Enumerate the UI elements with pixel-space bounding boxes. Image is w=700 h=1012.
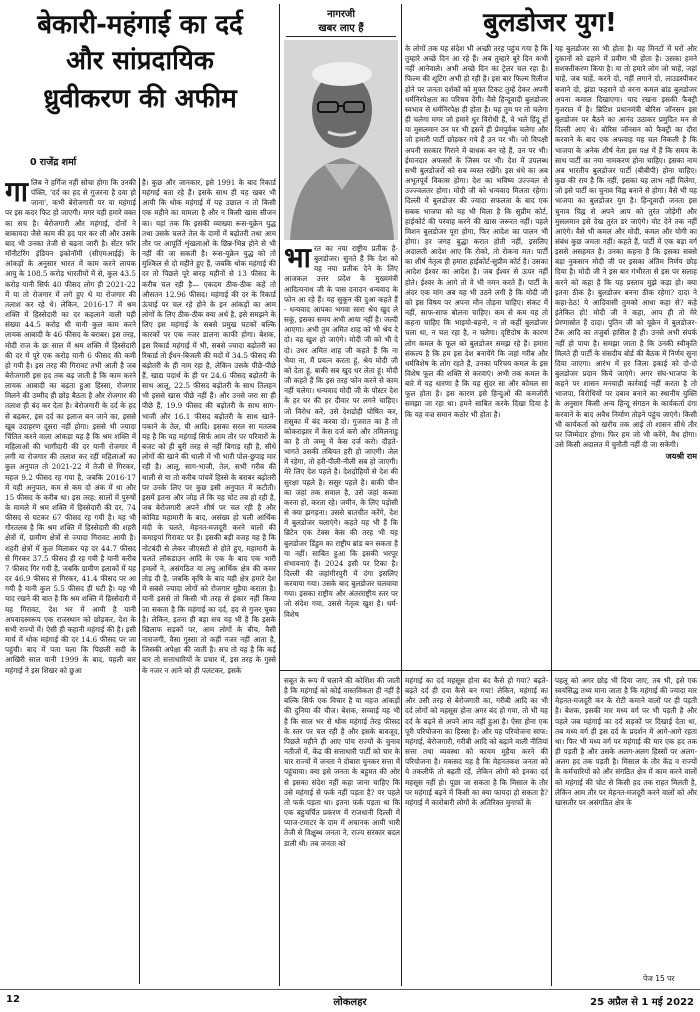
left-divider-1 bbox=[139, 178, 140, 984]
left-headline-line1: बेकारी-महंगाई का दर्द bbox=[37, 10, 243, 40]
issue-date: 25 अप्रैल से 1 मई 2022 bbox=[590, 997, 694, 1008]
right-divider-b bbox=[551, 44, 552, 986]
bottom-right-col-2 bbox=[555, 676, 697, 984]
author-portrait-icon bbox=[284, 40, 398, 240]
column-box-title-line1: नागरजी bbox=[327, 9, 355, 20]
right-signature: जयश्री राम bbox=[665, 452, 697, 462]
left-dropcap: गा bbox=[5, 178, 29, 208]
column-box-title-rule bbox=[286, 36, 396, 37]
right-col-2-text: यह बुलडोजर सा भी होता है। यह मिनटों में घरों और दुकानों को ढहाने में प्रवीण भी होता है। उसका हमने सशक्तीकरण किया है। या तो हमारे लोग जो चाहें, जहां चाहें, जब चाहें, करने दो, नहीं लगाने दो, लाउडस्पीकर बजाने दो, झंडा फहराने दो वरना कमल ब्रांड बुलडोजर अपना कमाल दिखाएगा। याद रखना इसकी फैक्ट्री गुजरात में है। ब्रिटिश प्रधानमंत्री बोरिस जॉनसन इस बुलडोजर पर बैठने का आनंद उठाकर प्रमुदित मन से दिल्ली आए थे। बोरिस जॉनसन को फैक्ट्री का दौरा करवाने के बाद एक अफवाह यह चल निकली है कि भाजपा के अनेक शीर्ष नेता इस पक्ष में हैं कि समय के साथ पार्टी का नया नामकरण होना चाहिए। इसका नाम अब भारतीय बुलडोजर पार्टी (बीबीपी) होना चाहिए। कुछ की राय है कि नहीं, इसका यह लाभ नहीं मिलेगा, जो इसे पार्टी का चुनाव चिह्न बनाने से होगा। वैसे भी यह भाजपा का बुलडोजर युग है। हिन्दूवादी जनता इस चुनाव चिह्न से अपने आप को तुरंत जोड़ेगी और मुसलमान इसे देख तुरंत डर जाएंगे। वोट देने तक नहीं आएंगे। वैसे भी कमल और मोदी, कमल और योगी का संबंध कुछ जमता नहीं। कहते हैं, पार्टी में एक बड़ा वर्ग इससे असहमत है। उनका कहना है कि इसका सबसे बड़ा नुकसान मोदी जी पर इसका अंतिम निर्णय छोड़ दिया है। मोदी जी ने इस बार गंभीरता से इस पर सलाह करने को कहा है कि यह प्रस्ताव मुझे कड़ा हो। क्या इतना ठीक है। बुलडोजर बनना ठीक रहेगा? दादा ने कहा-ठेठ! ये आदिवासी तुमको आधा कहा से? कहे इंतेकित हो! मोदी जी ने कहा, आप ही तो मेरे प्रेरणास्रोत हैं दादा। पुतिन जी को यूक्रेन में बुलडोजर-टैंक आदि का तजुर्बा हासिल है ही। उनसे अभी संपर्क नहीं हो पाया है। समझा जाता है कि उनकी स्वीकृति मिलते ही पार्टी के संसदीय बोर्ड की बैठक में निर्णय सुना दिया जाएगा। आरंभ में हर जिला इकाई को दो-दो बुलडोजर प्रदान किये जाएंगे। अगर संघ-भाजपा के कहने पर शासन मनचाही कार्रवाई नहीं करता है तो भाजपा, विरोधियों पर दबाव बनाने का स्थानीय युक्ति के अनुसार किसी अन्य हिन्दू संगठन के कार्यकर्ता दंगा करवाने के बाद अवैध निर्माण तोड़ने पहुंच जाएंगे। किसी भी कार्यकर्ता को खरोंच तक आई तो शासन सीधे तौर पर जिम्मेदार होगा। फिर हम जो भी करेंगे, वैध होगा। उसे किसी अदालत में चुनौती नहीं दी जा सकेगी। bbox=[555, 44, 697, 450]
left-right-divider bbox=[279, 4, 280, 986]
left-col-1-text: लिब ने हर्गिज नहीं सोचा होगा कि उनकी पंक्ति, 'दर्द का हद से गुजरना है दवा हो जाना', कभी बेरोजगारी पर या महंगाई पर इस कदर फिट हो जाएगी। मगर यही हमारे वक्त का सच है। बेरोजगारी और महंगाई, दोनों ने बाकायदा जैसे काम की हद पार कर ली और उसके बाद भी उनका तेजी से बढ़ना जारी है। सेंटर फॉर मॉनीटरिंग इंडियन इकोनॉमी (सीएमआईई) के आंकड़ों के अनुसार भारत में काम करने लायक आयु के 108.5 करोड़ भारतीयों में से, कुल 43.5 करोड़ यानी सिर्फ 40 फीसद लोग ही 2021-22 में या तो रोजगार में लगे हुए थे या रोजगार की तलाश कर रहे थे। लेकिन, 2016-17 में श्रम शक्ति में हिस्सेदारी का दर कहलाने वाली यही संख्या 44.5 करोड़ थी यानी कुल काम करने लायक आबादी के 46 फीसद के बराबर। इस तरह, मोदी राज के छः साल में श्रम शक्ति में हिस्सेदारी की दर में पूरे एक करोड़ यानी 6 फीसद की कमी हो गयी है। इस तरह की गिरावट तभी आती है जब बेरोजगारी इस हद तक बढ़ जाती है कि काम करने लायक आबादी का बढ़ता हुआ हिस्सा, रोजगार मिलने की उम्मीद ही छोड़ बैठता है और रोजगार की तलाश ही बंद कर देता है। बेरोजगारी के दर्द के हद से बढ़कर, इस दर्द का इलाज बन जाने का, इससे खूब उदाहरण दूसरा नहीं होगा। इससे भी ज्यादा चिंतित करने वाला आंकड़ा यह है कि श्रम शक्ति में महिलाओं की भागीदारी की दर यानी रोजगार में लगी या रोजगार की तलाश कर रहीं महिलाओं का कुल अनुपात तो 2021-22 में तेजी से गिरकर, महज 9.2 फीसद रह गया है, जबकि 2016-17 में यही अनुपात, कम से कम दो अंक में था और 15 फीसद के करीब था। इस तरह: सालों में पुरुषों के मामले में श्रम शक्ति में हिस्सेदारी की दर, 74 फीसद से घटकर 67 फीसद रह गयी है। यह भी गौरतलब है कि श्रम शक्ति में हिस्सेदारी की शहरी क्षेत्रों में, ग्रामीण क्षेत्रों से ज्यादा गिरावट आयी है। शहरी क्षेत्रों में कुल मिलाकर यह दर 44.7 फीसद से गिरकर 37.5 फीसद ही रह गयी है यानी करीब 7 फीसद गिर गयी है, जबकि ग्रामीण इलाकों में यह दर 46.9 फीसद से गिरकर, 41.4 फीसद पर आ गयी है यानी कुल 5.5 फीसद ही घटी है। यह भी याद रखने की बात है कि श्रम शक्ति में हिस्सेदारी में यह गिरावट, देश भर में आयी है यानी अपवादस्वरूप एक राजस्थान को छोड़कर, देश के सभी राज्यों में। ऐसी ही कहानी महंगाई की है। इसी मार्च में थोक महंगाई की दर 14.6 फीसद पर जा पहुंची। बाद में पता चला कि पिछली सदी के आखिरी साल यानी 1999 के बाद, पहली बार महंगाई ने इस शिखर को छुआ bbox=[5, 178, 136, 675]
right-col-1: के लोगों तक यह संदेश भी अच्छी तरह पहुंच गया है कि तुम्हारे अच्छे दिन आ रहे हैं। अब तुम्हारे बुरे दिन कभी नहीं आनेवाले। अभी अच्छे दिन का ट्रेलर चल रहा है। फिल्म की शूटिंग अभी हो रही है। इस बार फिल्म रिलीज होने पर जनता दर्शकों को मुफ्त टिकट तुम्हें देकर अपनी धर्मनिरपेक्षता का परिचय देंगी। वैसे हिन्दूवादी बुलडोजर स्वभाव से धर्मनिरपेक्ष ही होता है। यह तुम पर तो चलेगा ही चलेगा मगर जो हमारे धुर विरोधी हैं, वे भले हिंदू हों या मुसलमान उन पर भी इसने ही प्रेमपूर्वक चलेगा और जो हमारी पार्टी छोड़कर गये हैं उन पर भी। जो विपक्षी अपनी सरकार गिराने में बाधक बन रहे हैं, उन पर भी। ईमानदार अफसरों के जिस्म पर भी। देश में उपलब्ध सभी बुलडोजरों को सब व्यस्त रखेंगे। इस धंधे का अब अभूतपूर्व विकास होगा। देश का भविष्य उज्ज्वल से उज्ज्वलतर होगा। मोदी जी को धन्यवाद मिलता रहेगा। दिल्ली में बुलडोजर की ज्यादा सफलता के बाद एक सबक भाजपा को यह भी मिला है कि सुप्रीम कोर्ट, हाईकोर्ट की परवाह करने की खास जरूरत नहीं। पहले मिशन बुलडोजर पूरा होगा, फिर आदेश का पालन भी होगा। हर जगह बुद्धा करात होती नहीं, इसलिए अदालती आदेश आए कि रोको, तो रोकना मत। पार्टी का शीर्ष नेतृत्व ही हमारा हाईकोर्ट-सुप्रीम कोर्ट है। उसका आदेश ईश्वर का आदेश है। जब ईश्वर से ऊपर नहीं होते। ईश्वर के आगे तो वे भी नमन करते हैं। पार्टी के अंदर एक मांग अब यह भी उठने लगी है कि मोदी जी को इस विषय पर अपना मौन तोड़ना चाहिए। संकट में नहीं, साफ-साफ बोलना चाहिए। कम से कम यह तो कहना चाहिए कि भाइयो-बहनो, न तो कहीं बुलडोजर चला था, न चल रहा है, न चलेगा। दृष्टिदोष के कारण लोग कमल के फूल को बुलडोजर समझ रहे हैं। हमारा संकल्प है कि हम इस देश बनायेंगे कि जहां गरीब और धर्मविशेष के लोग रहते हैं, उनका परिचय कमल के इस विशेष फूल की शक्ति से करवाएं। अभी तक कमल के बारे में यह धारणा है कि यह सुंदर सा और कोमल सा फूल होता है। इस कारण इसे हिन्दुओं की कमजोरी समझा जा रहा था। हमने साबित करके दिखा दिया है कि यह वज्र समान कठोर भी होता है। bbox=[405, 44, 548, 419]
left-headline-line3: ध्रुवीकरण की अफीम bbox=[43, 84, 237, 114]
left-col-1 bbox=[5, 178, 136, 984]
right-col-2 bbox=[555, 44, 697, 668]
bottom-right-col-1: महंगाई का दर्द महसूस होना बंद कैसे हो गया? बढ़ते-बढ़ते दर्द ही दवा कैसे बन गया! लेकिन, महंगाई का और उसी तरह से बेरोजगारी का, गरीबी आदि का भी दर्द लोगों को महसूस होना अगर बंद हो गया, तो भी यह दर्द के बढ़ने से अपने आप नहीं हुआ है। ऐसा होना एक पूरी परियोजना का हिस्सा है। और यह परियोजना साफ: महंगाई, बेरोजगारी, गरीबी आदि को बढ़ाने वाली नीतियां सत्ता तथा व्यवस्था को कायम मुहैया करने की परियोजना है। मकसद यह है कि मेहनतकश जनता को ये तकलीफें तो बढ़ती रहें, लेकिन लोगों को इनका दर्द महसूस नहीं हो। पूछा जा सकता है कि मिसाल के तौर पर महंगाई बढ़ने में किसी का क्या फायदा हो सकता है? महंगाई में कारोबारी लोगों के अतिरिक्त मुनाफों के bbox=[405, 676, 548, 807]
column-box-dropcap: भा bbox=[284, 244, 311, 274]
column-box-title-line2: खबर लाए हैं bbox=[318, 23, 364, 34]
left-col-2: है। कुछ और जानकार, इसे 1991 के बाद रिकार्ड महंगाई बता रहे हैं। इसके साथ ही यह खबर भी आयी कि थोक महंगाई में यह उछाल न तो किसी एक महीने का मामला है और न किसी खास सीजन का। यहां तक कि इसकी व्याख्या रूस-यूक्रेन युद्ध तथा उसके चलते तेल के दामों में बढ़ोतरी तथा आम तौर पर आपूर्ति शृंखलाओं के छिन्न-भिन्न होने से भी नहीं की जा सकती है। रूस-यूक्रेन युद्ध को तो मुश्किल से दो महीने हुए हैं, जबकि थोक महंगाई की दर तो पिछले पूरे बारह महीनों से 13 फीसद के करीब चल रही है— एकदम ठीक-ठीक कहें तो औसतन 12.96 फीसद। महंगाई की दर के रिकार्ड ऊंचाई पर चल रहे होने के इन आंकड़ों का आम लोगों के लिए ठीक-ठीक क्या अर्थ है, इसे समझने के लिए इस महंगाई के सबसे प्रमुख घटकों बल्कि कारकों पर एक नजर डालना काफी होगा। बेशक, इस रिकार्ड महंगाई में भी, सबसे ज्यादा बढ़ोतरी का रिकार्ड तो ईंधन-बिजली की मदों में 34.5 फीसद की बढ़ोतरी के ही नाम रहा है, लेकिन उसके पीछे-पीछे हैं, खाद्य पदार्थ के ही पर 24.6 फीसद बढ़ोतरी के साथ आलू, 22.5 फीसद बढ़ोतरी के साथ तिलहन भी इससे खास पीछे नहीं हैं। और उनसे जरा सा ही पीछे हैं, 19.9 फीसद की बढ़ोतरी के साथ साग-भाजी और 16.1 फीसद बढ़ोतरी के साथ खाने-पकाने के तेल, घी आदि। इसका सरल सा मतलब यह है कि यह महंगाई सिर्फ आम तौर पर परिवारों के बजट को ही बुरी तरह से नहीं बिगाड़ रही है, सीधे लोगों की खाने की थाली में भी भारी पोल-छुपाइ मार रही है। आलू, साग-भाजी, तेल, सभी गरीब की थाली से या तो करीब पांचवें हिस्से के बराबर बढ़ोतरी पर उनके लिए पर कुछ इसी अनुपात में कटौती। इसमें इतना और जोड़ लें कि यह चोट तब हो रही है, जब बेरोजगारी अपने शीर्ष पर चल रही है और कोविड महामारी के बाद, असंख्य हो चली आर्थिक मंदी के चलते, मेहनत-मजदूरी करने वालों की कमाइयां गिरावट पर हैं। इसकी बड़ी वजह यह है कि नोटबंदी से लेकर जीएसटी से होते हुए, महामारी के चलते लॉकडाउन आदि के एक के बाद एक भारी हमलों ने, असंगठित या लघु आर्थिक क्षेत्र की कमर तोड़ दी है, जबकि कृषि के बाद यही क्षेत्र हमारे देश में सबसे ज्यादा लोगों को रोजगार मुहैया कराता है। यानी इससे तो किसी भी तरह से इंकार नहीं किया जा सकता है कि महंगाई का दर्द, हद से गुजर चुका है। लेकिन, इतना ही बड़ा सच यह भी है कि इसके खिलाफ सड़कों पर, आम लोगों के बीच, वैसी नाराजगी, वैसा गुस्सा तो कहीं नजर नहीं आता है, जिसकी अपेक्षा की जाती है। सच तो यह है कि कई बार तो सत्ताधारियों के प्रचार में, इस तरह के गुस्से के नजर न आने को ही पलटकर, इसके bbox=[142, 178, 276, 675]
column-box-bottom-rule bbox=[280, 670, 700, 671]
page-number: 12 bbox=[6, 994, 20, 1005]
bottom-right-col-2-text: पहलू को अगर छोड़ भी दिया जाए, तब भी, इसे एक स्वयंसिद्ध तथ्य माना जाता है कि महंगाई की ज्यादा मार मेहनत-मजदूरी कर के रोटी कमाने वालों पर ही पड़ती है। बेशक, इसकी मार मध्य वर्ग पर भी पड़ती है और पहले जब महंगाई का दर्द सड़कों पर दिखाई देता था, तब मध्य वर्ग ही इस दर्द के प्रदर्शन में आगे-आगे रहता था। फिर भी मध्य वर्ग पर महंगाई की मार एक हद तक ही पड़ती है और उसके अलग-अलग हिस्सों पर अलग-अलग हद तक पड़ती है। मिसाल के तौर केंद्र व राज्यों के कर्मचारियों को और संगठित क्षेत्र में काम करने वालों को महंगाई की चोट से किसी हद तक राहत मिलती है, लेकिन आम तौर पर मेहनत-मजदूरी करने वालों को और खासतौर पर असंगठित क्षेत्र के bbox=[555, 676, 697, 807]
column-box-body bbox=[284, 244, 398, 664]
left-headline-line2: और सांप्रदायिक bbox=[66, 46, 214, 76]
author-photo bbox=[284, 40, 398, 240]
footer-rule bbox=[0, 989, 700, 990]
column-box-text: रत का नया राष्ट्रीय प्रतीक है-बुलडोजर। सुनते हैं कि देश को यह नया प्रतीक देने के लिए आजकल उत्तर प्रदेश के मुख्यमंत्री आदित्यनाथ जी के पास दनादन धन्यवाद के फोन आ रहे हैं। यह सुकून की दुआ कहते हैं - धन्यवाद आपका भगवा सारा श्रेय खुद ले सकूं, इसका समय अभी आया नहीं है। जल्दी आएगा। अभी तुम अमित शाह को भी श्रेय दे दो। वह खुश हो जाएंगे। मोदी जी को भी दे दो। उधर अमित शाह जी कहते हैं कि ना भैया ना, मैं प्रयत्न करता हूं, श्रेय मोदी जी को देता हूं, बाकी सब खुद धर लेता हूं। मोदी जी कहते हैं कि इस तरह फोन करने से काम नहीं चलेगा। धन्यवाद मोदी जी के पोस्टर देश के हर घर की हर दीवार पर लगने चाहिए। जो विरोध करें, उसे देशद्रोही घोषित कर, रासुका में बंद करवा दो। गुजरात का है तो कोकराझार में केस दर्ज करो और तमिलनाडु का है तो जम्मू में केस दर्ज करो। दौड़ते- भागते उसकी तबियत हरी हो जाएगी। जेल में रहेगा, तो हरी-पीली-नीली सब हो जाएगी। मेरे लिए देश पहले है। देशद्रोहियों से देश की सुरक्षा पहले है। ससुर पहले है। बाकी चीन का जहां तक सवाल है, उसे जहां कब्जा करना हो, करता रहे। जमीन, के लिए पड़ोसी से क्या झगड़ना। उससे बातचीत करेंगे, देश में बुलडोजर चलाएंगे। कहते यह भी हैं कि ब्रिटेन एक टेक्स केस की तरह भी यह बुलडोजर डिंडुम का राष्ट्रीय ब्रांड बन सकता है या नहीं। साबित हुआ कि इसकी भरपूर संभावनाएं हैं। 2024 इसी पर टिका है। दिल्ली की जहांगीरपुरी में दंगा इसलिए करवाया गया। उसके बाद बुलडोजर चलवाया गया। इसका राष्ट्रीय और अंतरराष्ट्रीय स्तर पर जो संदेश गया, उससे नेतृत्व खुश है। धर्म- विशेष bbox=[284, 244, 398, 619]
paper-name: लोकलहर bbox=[333, 997, 367, 1008]
right-headline: बुलडोजर युग! bbox=[483, 8, 617, 38]
right-divider-a bbox=[401, 4, 402, 986]
continued-note: पेज 15 पर bbox=[640, 974, 674, 984]
left-col-3: सबूत के रूप में चलाने की कोशिश की जाती है कि महंगाई को कोई वास्तविकता ही नहीं है बल्कि सिर्फ एक विचार है या महज आंकड़ों की दुनिया की चीज। बेशक, सच्चाई यह भी है कि साल भर से थोक महंगाई तेरह फीसद के स्तर पर चल रही है और इसके बावजूद, पिछले महीने ही आए पांच राज्यों के चुनाव नतीजों में, केंद्र की सत्ताधारी पार्टी को चार के चार राज्यों में जनता ने दोबारा चुनकर सत्ता में पहुंचाया। क्या इसे जनता के बहुमत की ओर से इसका संदेश नहीं कहा जाना चाहिए कि उसे महंगाई से फर्क नहीं पड़ता है? पर पहले तो फर्क पड़ता था। इतना फर्क पड़ता था कि एक बहुचर्चित प्रकरण में राजधानी दिल्ली में प्याज-टमाटर के दाम में अचानक आयी भारी तेजी से विक्षुब्ध जनता ने, राज्य सरकार बदल डाली थी। तब जनता को bbox=[284, 676, 400, 848]
left-author: 0 राजेंद्र शर्मा bbox=[30, 157, 77, 168]
